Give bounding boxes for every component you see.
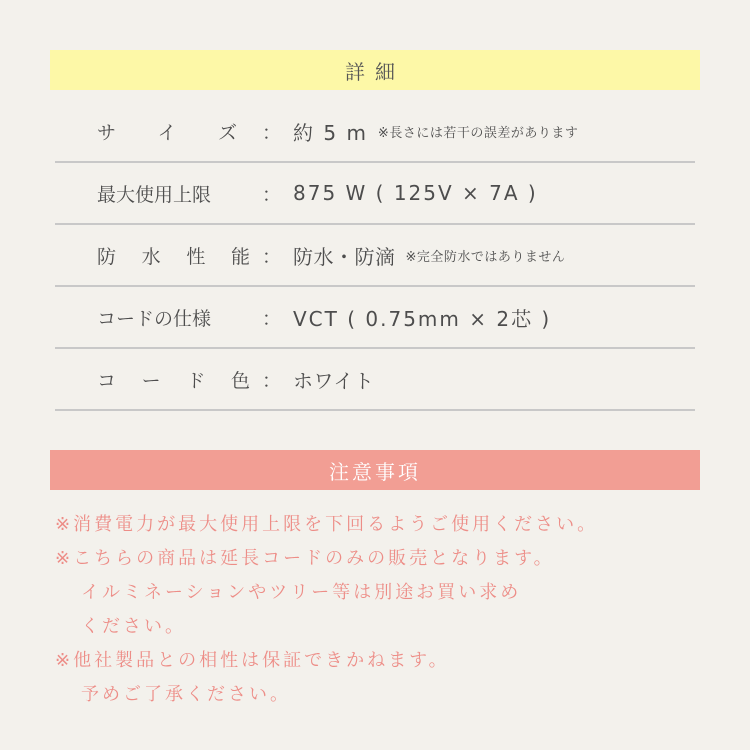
spec-row-max-load	[55, 163, 695, 225]
spec-colon: ：	[261, 245, 281, 268]
caution-note-line: ※こちらの商品は延長コードのみの販売となります。	[55, 548, 555, 569]
caution-title: 注意事項	[329, 459, 421, 484]
spec-label: コードの仕様	[97, 307, 212, 330]
spec-label: 最大使用上限	[97, 183, 212, 206]
spec-row-cord-color	[55, 349, 695, 411]
caution-note-line: ※他社製品との相性は保証できかねます。	[55, 650, 450, 671]
caution-notes	[55, 508, 745, 712]
spec-value: 防水・防滴	[293, 244, 396, 269]
spec-value: 875 W ( 125V × 7A )	[293, 181, 538, 205]
caution-header	[50, 450, 700, 490]
spec-value: 約 5 m	[293, 120, 368, 145]
spec-colon: ：	[261, 183, 281, 206]
details-title: 詳細	[345, 59, 405, 84]
spec-label: コ ー ド 色	[97, 369, 250, 392]
spec-value: VCT ( 0.75mm × 2芯 )	[293, 306, 552, 331]
spec-colon: ：	[261, 307, 281, 330]
spec-colon: ：	[261, 121, 281, 144]
caution-note-line: イルミネーションやツリー等は別途お買い求め	[81, 582, 522, 603]
spec-row-cord-spec	[55, 287, 695, 349]
spec-colon: ：	[261, 369, 281, 392]
spec-note: ※完全防水ではありません	[405, 249, 566, 265]
spec-label: 防 水 性 能	[97, 245, 250, 268]
caution-note-line: ※消費電力が最大使用上限を下回るようご使用ください。	[55, 514, 599, 535]
spec-row-size	[55, 101, 695, 163]
spec-table	[55, 101, 695, 411]
spec-note: ※長さには若干の誤差があります	[377, 125, 579, 141]
spec-row-waterproof	[55, 225, 695, 287]
caution-note-line: 予めご了承ください。	[81, 684, 291, 705]
spec-label: サ イ ズ	[97, 121, 237, 144]
details-header	[50, 50, 700, 90]
spec-value: ホワイト	[293, 368, 375, 393]
caution-note-line: ください。	[81, 616, 186, 637]
